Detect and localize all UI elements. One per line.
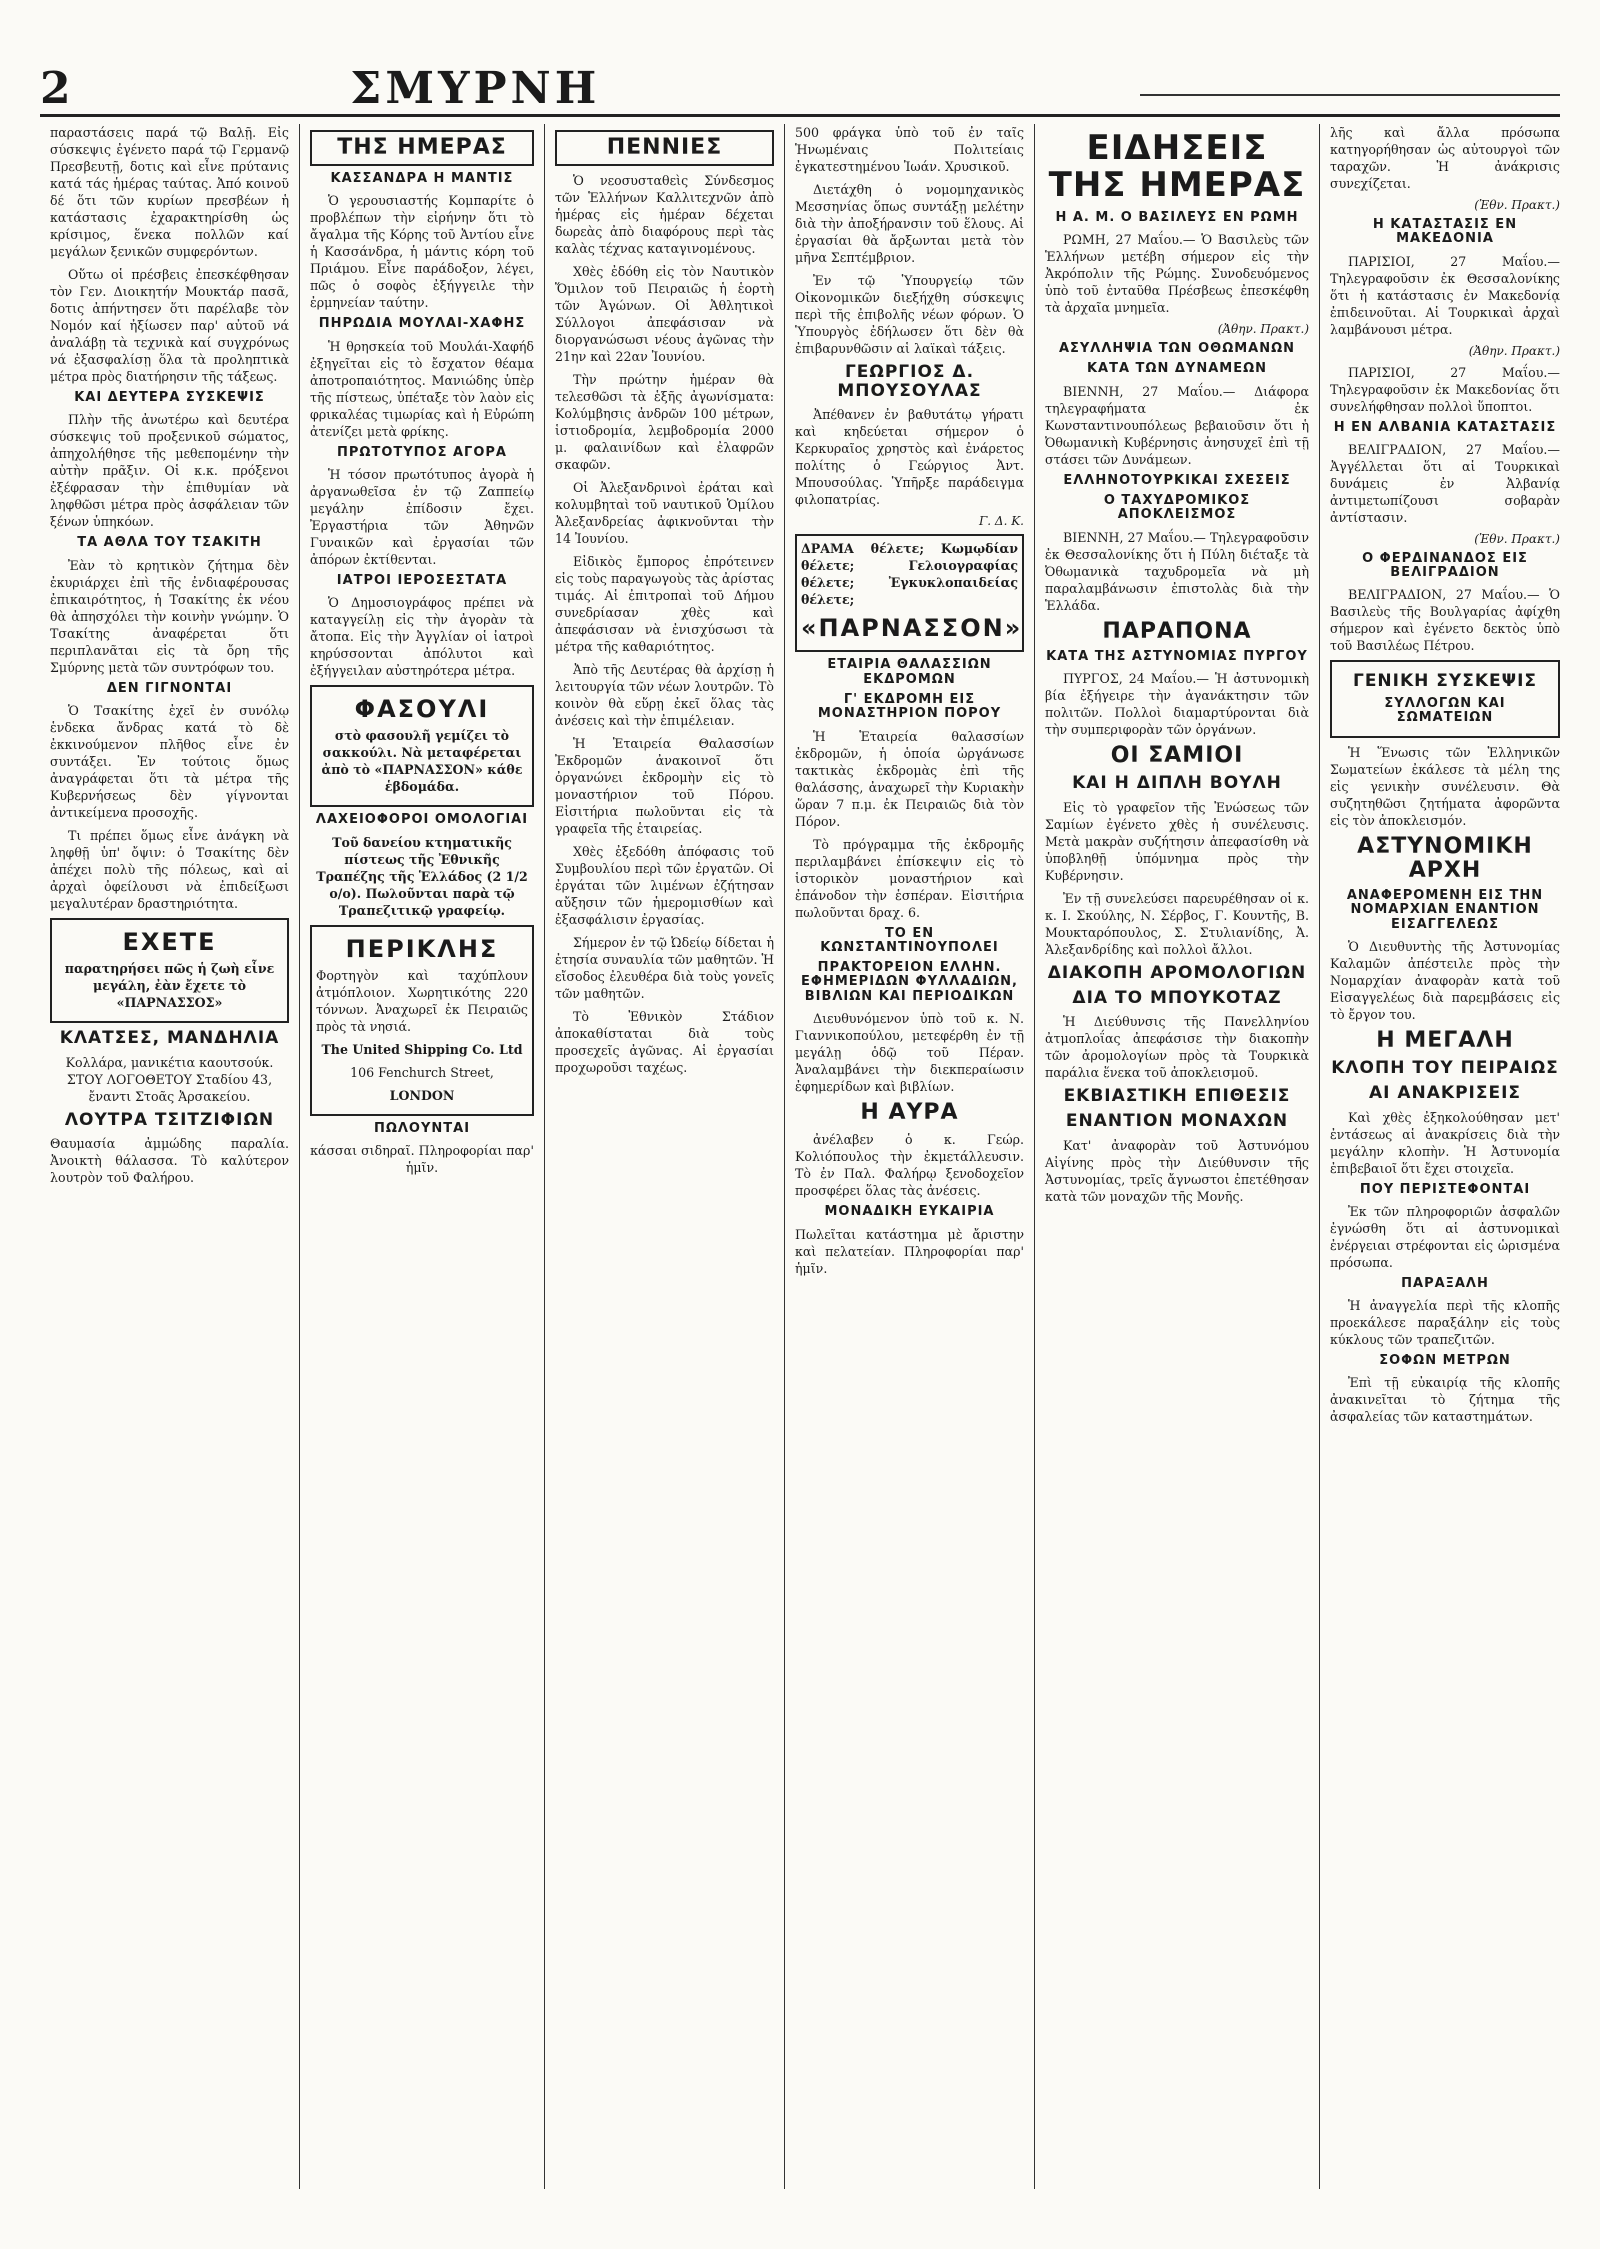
section-subheading: Ο ΤΑΧΥΔΡΟΜΙΚΟΣ ΑΠΟΚΛΕΙΣΜΟΣ bbox=[1103, 492, 1251, 523]
article-paragraph: ΒΙΕΝΝΗ, 27 Μαΐου.— Διάφορα τηλεγραφήματα ἐκ Κωνσταντινουπόλεως βεβαιοῦσιν ὅτι ἡ Ὀθωμανικὴ Κυβέρνησις ἀνησυχεῖ ἐπὶ τῇ στάσει τῶν Δυνάμεων. bbox=[1045, 383, 1309, 467]
section-heading: ΛΑΧΕΙΟΦΟΡΟΙ ΟΜΟΛΟΓΙΑΙ bbox=[315, 812, 529, 828]
article-paragraph: Ἡ ἀναγγελία περὶ τῆς κλοπῆς προεκάλεσε παραξάλην εἰς τοὺς κύκλους τῶν τραπεζιτῶν. bbox=[1330, 1298, 1560, 1348]
section-heading: ΤΑ ΑΘΛΑ ΤΟΥ ΤΣΑΚΙΤΗ bbox=[77, 535, 262, 551]
section-heading: ΔΙΑΚΟΠΗ ΑΡΟΜΟΛΟΓΙΩΝ bbox=[1047, 962, 1307, 983]
article-paragraph: Καὶ χθὲς ἐξηκολούθησαν μετ' ἐντάσεως αἱ ἀνακρίσεις διὰ τὴν μεγάλην κλοπὴν. Ἡ Ἀστυνομία ἐπιβεβαιοῖ ὅτι ἔχει στοιχεῖα. bbox=[1330, 1109, 1560, 1176]
page-number: 2 bbox=[40, 63, 71, 114]
article-paragraph: ΠΥΡΓΟΣ, 24 Μαΐου.— Ἡ ἀστυνομικὴ βία ἐξήγειρε τὴν ἀγανάκτησιν τῶν πολιτῶν. Πολλοὶ διαμαρτύρονται διὰ τὴν συμπεριφορὰν τῶν ὀργάνων. bbox=[1045, 671, 1309, 738]
article-paragraph: Πλὴν τῆς ἀνωτέρω καὶ δευτέρα σύσκεψις τοῦ προξενικοῦ σώματος, ἀπηχολήθησε τῆς μεθεπομένην τὴν αὐτὴν πρᾶξιν. Οἱ κ.κ. πρόξενοι ἐξέφρασαν τὴν ἐπιθυμίαν νὰ ληφθῶσι μέτρα πρὸς ἀσφάλειαν τῶν ξένων ὑπηκόων. bbox=[50, 412, 289, 530]
section-heading: Η Α. Μ. Ο ΒΑΣΙΛΕΥΣ ΕΝ ΡΩΜΗ bbox=[1055, 209, 1299, 225]
boxed-section bbox=[1330, 660, 1560, 737]
ad-title: ΕΧΕΤΕ bbox=[122, 927, 217, 956]
section-heading: ΠΑΡΑΞΑΛΗ bbox=[1401, 1275, 1489, 1291]
article-paragraph: Ἀπὸ τῆς Δευτέρας θὰ ἀρχίσῃ ἡ λειτουργία τῶν νέων λουτρῶν. Τὸ κοινὸν θὰ εὕρῃ ἐκεῖ ὅλας τὰς ἀνέσεις καὶ τὴν ἐπιμέλειαν. bbox=[555, 662, 774, 729]
article-paragraph: Ἡ Διεύθυνσις τῆς Πανελληνίου ἀτμοπλοΐας ἀπεφάσισε τὴν διακοπὴν τῶν ἀρομολογίων πρὸς τὰ Τουρκικὰ παράλια ἕνεκα τοῦ ἀποκλεισμοῦ. bbox=[1045, 1014, 1309, 1081]
section-heading: Η ΕΝ ΑΛΒΑΝΙΑ ΚΑΤΑΣΤΑΣΙΣ bbox=[1333, 419, 1557, 435]
advertisement bbox=[795, 534, 1024, 652]
ad-heading: ΚΛΑΤΣΕΣ, ΜΑΝΔΗΛΙΑ bbox=[59, 1027, 280, 1048]
article-paragraph: 500 φράγκα ὑπὸ τοῦ ἐν ταῖς Ἡνωμέναις Πολιτείαις ἐγκατεστημένου Ἰωάν. Χρυσικοῦ. bbox=[795, 125, 1024, 174]
article-paragraph: Εἰς τὸ γραφεῖον τῆς Ἐνώσεως τῶν Σαμίων ἐγένετο χθὲς ἡ συνέλευσις. Μετὰ μακρὰν συζήτησιν ἀπεφασίσθη νὰ ὑποβληθῇ ὑπόμνημα πρὸς τὴν Κυβέρνησιν. bbox=[1045, 799, 1309, 883]
section-subheading: ΠΡΑΚΤΟΡΕΙΟΝ ΕΛΛΗΝ. ΕΦΗΜΕΡΙΔΩΝ ΦΥΛΛΑΔΙΩΝ, ΒΙΒΛΙΩΝ ΚΑΙ ΠΕΡΙΟΔΙΚΩΝ bbox=[801, 960, 1018, 1004]
article-paragraph: Ὁ νεοσυσταθεὶς Σύνδεσμος τῶν Ἑλλήνων Καλλιτεχνῶν ἀπὸ ἡμέρας εἰς ἡμέραν δέχεται δωρεὰς ἀπὸ διαφόρους περὶ τὰς καλὰς τέχνας καταγινομένους. bbox=[555, 173, 774, 257]
article-paragraph: παραστάσεις παρά τῷ Βαλῇ. Εἰς σύσκεψις ἐγένετο παρά τῷ Γερμανῷ Πρεσβευτῇ, δοτις καὶ εἶνε πρύτανις κατά τάς ἡμέρας ταύτας. Ἀπό κοινοῦ δέ ὅτι τῶν κυρίων πρεσβέων ἡ κατάστασις ἐχαρακτηρίσθη ὡς κρίσιμος, ἕνεκα πολλῶν καί μεγάλων ξενικῶν συμφερόντων. bbox=[50, 125, 289, 259]
column-6 bbox=[1320, 124, 1570, 2189]
article-paragraph: Ἐκ τῶν πληροφοριῶν ἀσφαλῶν ἐγνώσθη ὅτι αἱ ἀστυνομικαὶ ἐνέργειαι στρέφονται εἰς ὡρισμένα πρόσωπα. bbox=[1330, 1203, 1560, 1270]
section-heading: Η ΑΥΡΑ bbox=[860, 1100, 959, 1126]
article-paragraph: Ὁ γερουσιαστής Κομπαρίτε ὁ προβλέπων τὴν εἰρήνην ὅτι τὸ ἄγαλμα τῆς Κόρης τοῦ Ἀντίου εἶνε ἡ Κασσάνδρα, ἡ μάντις κόρη τοῦ Πριάμου. Εἶνε παράδοξον, λέγει, πῶς ὁ σοφὸς ἐξήγγειλε τὴν ἐρμηνείαν ταύτην. bbox=[310, 193, 534, 311]
article-paragraph: ΡΩΜΗ, 27 Μαΐου.— Ὁ Βασιλεὺς τῶν Ἑλλήνων μετέβη σήμερον εἰς τὴν Ἀκρόπολιν τῆς Ρώμης. Συνοδευόμενος ὑπὸ τοῦ ἐνταῦθα Πρέσβεως ἐπεσκέφθη τὰ ἀρχαῖα μνημεῖα. bbox=[1045, 232, 1309, 316]
section-subheading: ΣΥΛΛΟΓΩΝ ΚΑΙ ΣΩΜΑΤΕΙΩΝ bbox=[1384, 696, 1506, 726]
section-heading: ΠΩΛΟΥΝΤΑΙ bbox=[373, 1120, 471, 1136]
column-banner: ΠΕΝΝΙΕΣ bbox=[555, 130, 774, 166]
section-heading: ΕΛΛΗΝΟΤΟΥΡΚΙΚΑΙ ΣΧΕΣΕΙΣ bbox=[1063, 472, 1291, 488]
ad-title: ΠΕΡΙΚΛΗΣ bbox=[345, 934, 499, 963]
advertisement bbox=[310, 925, 534, 1116]
article-paragraph: Ἐπὶ τῇ εὐκαιρίᾳ τῆς κλοπῆς ἀνακινεῖται τὸ ζήτημα τῆς ἀσφαλείας τῶν καταστημάτων. bbox=[1330, 1375, 1560, 1425]
section-heading: ΚΑΙ ΔΕΥΤΕΡΑ ΣΥΣΚΕΨΙΣ bbox=[74, 390, 265, 405]
section-heading: ΠΟΥ ΠΕΡΙΣΤΕΦΟΝΤΑΙ bbox=[1359, 1181, 1531, 1197]
section-heading: ΠΡΩΤΟΤΥΠΟΣ ΑΓΟΡΑ bbox=[337, 444, 507, 460]
article-paragraph: ἀνέλαβεν ὁ κ. Γεώρ. Κολιόπουλος τὴν ἐκμετάλλευσιν. Τὸ ἐν Παλ. Φαλήρῳ ξενοδοχεῖον προσφέρει ὅλας τὰς ἀνέσεις. bbox=[795, 1132, 1024, 1199]
section-heading: Η ΜΕΓΑΛΗ bbox=[1376, 1028, 1514, 1054]
section-heading: ΔΕΝ ΓΙΓΝΟΝΤΑΙ bbox=[106, 680, 233, 696]
section-heading: ΕΚΒΙΑΣΤΙΚΗ ΕΠΙΘΕΣΙΣ bbox=[1063, 1086, 1291, 1107]
ad-text: Φορτηγὸν καὶ ταχύπλουν ἀτμόπλοιον. Χωρητικότης 220 τόννων. Ἀναχωρεῖ ἐκ Πειραιῶς πρὸς τὰ νησιά. bbox=[316, 967, 528, 1034]
ad-title: «ΠΑΡΝΑΣΣΟΝ» bbox=[801, 614, 1023, 643]
column-2 bbox=[300, 124, 545, 2189]
section-heading: Ο ΦΕΡΔΙΝΑΝΔΟΣ ΕΙΣ ΒΕΛΙΓΡΑΔΙΟΝ bbox=[1362, 550, 1528, 581]
author-initials: Γ. Δ. Κ. bbox=[978, 514, 1024, 529]
advertisement bbox=[50, 918, 289, 1023]
masthead-title: ΣΜΥΡΝΗ bbox=[350, 63, 601, 114]
article-paragraph: Χθὲς ἐξεδόθη ἀπόφασις τοῦ Συμβουλίου περὶ τῶν ἐργατῶν. Οἱ ἐργάται τῶν λιμένων ἐζήτησαν αὔξησιν τῶν ἡμερομισθίων καὶ ἐξασφάλισιν ἐργασίας. bbox=[555, 844, 774, 928]
article-paragraph: Εἰδικὸς ἔμπορος ἐπρότεινεν εἰς τοὺς παραγωγοὺς τὰς ἀρίστας τιμάς. Αἱ ἐπιτροπαὶ τοῦ Δήμου συνεδρίασαν χθὲς καὶ ἀπεφάσισαν νὰ ἐνισχύσωσι τὰ μέτρα τῆς καθαριότητος. bbox=[555, 554, 774, 655]
ad-address: 106 Fenchurch Street, bbox=[350, 1064, 494, 1080]
section-subheading: ΚΑΤΑ ΤΩΝ ΔΥΝΑΜΕΩΝ bbox=[1086, 361, 1268, 377]
ad-title: ΦΑΣΟΥΛΙ bbox=[354, 695, 490, 724]
section-subheading: Γ' ΕΚΔΡΟΜΗ ΕΙΣ ΜΟΝΑΣΤΗΡΙΟΝ ΠΟΡΟΥ bbox=[817, 691, 1002, 722]
article-paragraph: ΠΑΡΙΣΙΟΙ, 27 Μαΐου.— Τηλεγραφοῦσιν ἐκ Θεσσαλονίκης ὅτι ἡ κατάστασις ἐν Μακεδονίᾳ ἐπιδεινοῦται. Αἱ Τουρκικαὶ ἀρχαὶ λαμβάνουσι μέτρα. bbox=[1330, 253, 1560, 337]
section-subheading: ΚΛΟΠΗ ΤΟΥ ΠΕΙΡΑΙΩΣ bbox=[1331, 1058, 1559, 1079]
column-banner: ΕΙΔΗΣΕΙΣ ΤΗΣ ΗΜΕΡΑΣ bbox=[1048, 128, 1306, 206]
column-5 bbox=[1035, 124, 1320, 2189]
ad-text: Κολλάρα, μανικέτια καουτσούκ. ΣΤΟΥ ΛΟΓΟΘΕΤΟΥ Σταδίου 43, ἔναντι Στοᾶς Ἀρσακείου. bbox=[65, 1054, 274, 1104]
columns bbox=[40, 124, 1570, 2189]
article-paragraph: Τὴν πρώτην ἡμέραν θὰ τελεσθῶσι τὰ ἑξῆς ἀγωνίσματα: Κολύμβησις ἀνδρῶν 100 μέτρων, ἱστιοδρομία, λεμβοδρομία 2000 μ. φαλαινίδων καὶ ἐλαφρῶν σκαφῶν. bbox=[555, 372, 774, 473]
section-heading: ΟΙ ΣΑΜΙΟΙ bbox=[1110, 743, 1244, 769]
article-paragraph: Τι πρέπει ὅμως εἶνε ἀνάγκη νὰ ληφθῇ ὑπ' ὄψιν: ὁ Τσακίτης δὲν ἀπέχει πολὺ τῆς πόλεως, καὶ αἱ ἀρχαὶ ὀφείλουσι νὰ ἐπιδείξωσι μεγαλυτέραν δραστηριότητα. bbox=[50, 827, 289, 911]
section-subheading: ΚΑΙ Η ΔΙΠΛΗ ΒΟΥΛΗ bbox=[1072, 773, 1282, 794]
column-banner: ΤΗΣ ΗΜΕΡΑΣ bbox=[310, 130, 534, 166]
column-4 bbox=[785, 124, 1035, 2189]
section-subheading: ΑΙ ΑΝΑΚΡΙΣΕΙΣ bbox=[1368, 1082, 1522, 1103]
article-paragraph: Διετάχθη ὁ νομομηχανικὸς Μεσσηνίας ὅπως συντάξῃ μελέτην διὰ τὴν ἀποξήρανσιν τοῦ ἕλους. Αἱ ἐργασίαι θὰ ἄρξωνται μετὰ τὸν μῆνα Σεπτέμβριον. bbox=[795, 182, 1024, 265]
article-paragraph: Ἡ θρησκεία τοῦ Μουλάι-Χαφήδ ἐξηγεῖται εἰς τὸ ἔσχατον θέαμα ἀποτροπαιότητος. Μανιώδης ὑπὲρ τῆς πίστεως, ὑπέταξε τὸν λαὸν εἰς φρικαλέας τιμωρίας καὶ ἡ Εὐρώπη ἀτενίζει μετὰ φρίκης. bbox=[310, 338, 534, 439]
section-heading: ΙΑΤΡΟΙ ΙΕΡΟΣΕΣΤΑΤΑ bbox=[336, 573, 508, 589]
article-paragraph: Ὁ Τσακίτης ἐχεῖ ἐν συνόλῳ ἑνδεκα ἄνδρας κατά τὸ δὲ ἐκκινούμενον πλῆθος εἶνε ἐν συντάξει. Ἐν τούτοις ὅμως ἀναγράφεται ὅτι τὰ μέτρα τῆς Κυβερνήσεως δὲν γίγνονται ἀντικείμενα προσοχῆς. bbox=[50, 702, 289, 820]
section-heading: ΚΑΣΣΑΝΔΡΑ Η ΜΑΝΤΙΣ bbox=[330, 171, 514, 187]
article-paragraph: Κατ' ἀναφορὰν τοῦ Ἀστυνόμου Αἰγίνης πρὸς τὴν Διεύθυνσιν τῆς Ἀστυνομίας, τρεῖς ἄγνωστοι ἐπετέθησαν κατὰ τῶν μοναχῶν τῆς Μονῆς. bbox=[1045, 1137, 1309, 1204]
article-paragraph: Πωλεῖται κατάστημα μὲ ἄριστην καὶ πελατείαν. Πληροφορίαι παρ' ἡμῖν. bbox=[795, 1226, 1024, 1276]
article-paragraph: Τοῦ δανείου κτηματικῆς πίστεως τῆς Ἐθνικῆς Τραπέζης τῆς Ἑλλάδος (2 1/2 ο/ο). Πωλοῦνται παρὰ τῷ Τραπεζιτικῷ γραφείῳ. bbox=[316, 834, 528, 918]
article-paragraph: Χθὲς ἐδόθη εἰς τὸν Ναυτικὸν Ὅμιλον τοῦ Πειραιῶς ἡ ἑορτὴ τῶν Ἀγώνων. Οἱ Ἀθλητικοὶ Σύλλογοι ἀπεφάσισαν νὰ διοργανώσωσι νέους ἀγῶνας τὴν 21ην καὶ 22αν Ἰουνίου. bbox=[555, 264, 774, 365]
section-heading: ΠΑΡΑΠΟΝΑ bbox=[1102, 618, 1252, 644]
section-heading: ΜΟΝΑΔΙΚΗ ΕΥΚΑΙΡΙΑ bbox=[824, 1204, 995, 1220]
advertisement bbox=[310, 685, 534, 807]
article-paragraph: Ἐν τῇ συνελεύσει παρευρέθησαν οἱ κ. κ. Ι. Σκούλης, Ν. Σέρβος, Γ. Κουντῆς, Β. Μουκταρόπουλος, Σ. Στυλιανίδης, Ἀ. Ἀλεξανδρίδης καὶ πολλοὶ ἄλλοι. bbox=[1045, 890, 1309, 957]
article-paragraph: Ἐὰν τὸ κρητικὸν ζήτημα δὲν ἐκυριάρχει ἐπὶ τῆς ἐνδιαφέρουσας ἐπικαιρότητος, ἡ Τσακίτης ἐκ νέου θὰ ἀπησχόλει τὴν κοινὴν γνώμην. Ὁ Τσακίτης ἀναφέρεται ὅτι περιπλανᾶται εἰς τὰ ὄρη τῆς Σμύρνης μετὰ τῶν συντρόφων του. bbox=[50, 557, 289, 675]
article-paragraph: Ἡ Ἑταιρεία θαλασσίων ἐκδρομῶν, ἡ ὁποία ὠργάνωσε τακτικὰς ἐκδρομὰς ἐπὶ τῆς θαλάσσης, ἀναχωρεῖ τὴν Κυριακὴν ὥραν 7 π.μ. ἐκ Πειραιῶς διὰ τὸν Πόρον. bbox=[795, 728, 1024, 829]
column-3 bbox=[545, 124, 785, 2189]
ad-text: παρατηρήσει πῶς ἡ ζωὴ εἶνε μεγάλη, ἐὰν ἔχετε τὸ «ΠΑΡΝΑΣΣΟΣ» bbox=[64, 960, 275, 1010]
section-subheading: ΕΝΑΝΤΙΟΝ ΜΟΝΑΧΩΝ bbox=[1065, 1110, 1289, 1131]
article-paragraph: Ἡ τόσον πρωτότυπος ἀγορὰ ἡ ἀργανωθεῖσα ἐν τῷ Ζαππείῳ μεγάλην ἐπίδοσιν ἔχει. Ἐργαστήρια τῶν Ἀθηνῶν Γυναικῶν καὶ ἐργασίαι τῶν ἀπόρων ἐκτίθενται. bbox=[310, 467, 534, 568]
masthead bbox=[40, 50, 1560, 117]
article-paragraph: λῆς καὶ ἄλλα πρόσωπα κατηγορήθησαν ὡς αὐτουργοὶ τῶν ταραχῶν. Ἡ ἀνάκρισις συνεχίζεται. bbox=[1330, 125, 1560, 191]
section-heading: ΓΕΝΙΚΗ ΣΥΣΚΕΨΙΣ bbox=[1352, 671, 1538, 692]
article-paragraph: Τὸ πρόγραμμα τῆς ἐκδρομῆς περιλαμβάνει ἐπίσκεψιν εἰς τὸ ἱστορικὸν μοναστήριον καὶ ἐπάνοδον τὴν ἑσπέραν. Εἰσιτήρια πωλοῦνται δραχ. 6. bbox=[795, 836, 1024, 920]
section-heading: ΓΕΩΡΓΙΟΣ Δ. ΜΠΟΥΣΟΥΛΑΣ bbox=[837, 362, 982, 401]
article-paragraph: ΠΑΡΙΣΙΟΙ, 27 Μαΐου.— Τηλεγραφοῦσιν ἐκ Μακεδονίας ὅτι συνελήφθησαν πολλοὶ ὕποπτοι. bbox=[1330, 364, 1560, 414]
article-paragraph: Σήμερον ἐν τῷ Ὠδείῳ δίδεται ἡ ἐτησία συναυλία τῶν μαθητῶν. Ἡ εἴσοδος ἐλευθέρα διὰ τοὺς γονεῖς τῶν μαθητῶν. bbox=[555, 935, 774, 1002]
section-subheading: ΑΝΑΦΕΡΟΜΕΝΗ ΕΙΣ ΤΗΝ ΝΟΜΑΡΧΙΑΝ ΕΝΑΝΤΙΟΝ ΕΙΣΑΓΓΕΛΕΩΣ bbox=[1346, 888, 1544, 932]
ad-address: The United Shipping Co. Ltd bbox=[321, 1041, 523, 1057]
article-paragraph: Οἱ Ἀλεξανδρινοὶ ἐράται καὶ κολυμβηταὶ τοῦ ναυτικοῦ Ὁμίλου Ἀλεξανδρείας ἀφικνοῦνται τὴν 14 Ἰουνίου. bbox=[555, 480, 774, 547]
article-paragraph: Ἀπέθανεν ἐν βαθυτάτῳ γήρατι καὶ κηδεύεται σήμερον ὁ Κερκυραῖος χρηστὸς καὶ ἐνάρετος πολίτης ὁ Γεώργιος Ἀντ. Μπουσούλας. Ὑπῆρξε παράδειγμα φιλοπατρίας. bbox=[795, 407, 1024, 508]
masthead-rule bbox=[1140, 94, 1560, 96]
article-paragraph: Τὸ Ἐθνικὸν Στάδιον ἀποκαθίσταται διὰ τοὺς προσεχεῖς ἀγῶνας. Αἱ ἐργασίαι προχωροῦσι ταχέως. bbox=[555, 1009, 774, 1076]
section-subheading: ΚΑΤΑ ΤΗΣ ΑΣΤΥΝΟΜΙΑΣ ΠΥΡΓΟΥ bbox=[1046, 648, 1308, 664]
article-paragraph: Ἐν τῷ Ὑπουργείῳ τῶν Οἰκονομικῶν διεξήχθη σύσκεψις περὶ τῆς ἐπιβολῆς νέων φόρων. Ὁ Ὑπουργὸς ἐδήλωσεν ὅτι δὲν θὰ ἐπιβαρυνθῶσιν αἱ λαϊκαὶ τάξεις. bbox=[795, 273, 1024, 356]
section-subheading: ΔΙΑ ΤΟ ΜΠΟΥΚΟΤΑΖ bbox=[1072, 987, 1282, 1008]
source-credit: (Ἀθην. Πρακτ.) bbox=[1217, 322, 1309, 337]
ad-text: κάσσαι σιδηραῖ. Πληροφορίαι παρ' ἡμῖν. bbox=[310, 1142, 534, 1175]
ad-text: στὸ φασουλῆ γεμίζει τὸ σακκούλι. Νὰ μεταφέρεται ἀπὸ τὸ «ΠΑΡΝΑΣΣΟΝ» κάθε ἑβδομάδα. bbox=[321, 728, 523, 795]
section-heading: Η ΚΑΤΑΣΤΑΣΙΣ ΕΝ ΜΑΚΕΔΟΝΙΑ bbox=[1372, 217, 1518, 247]
article-paragraph: Διευθυνόμενον ὑπὸ τοῦ κ. Ν. Γιαννικοπούλου, μετεφέρθη ἐν τῇ μεγάλῃ ὁδῷ τοῦ Πέραν. Ἀναλαμβάνει τὴν διεκπεραίωσιν ἐφημερίδων καὶ βιβλίων. bbox=[795, 1011, 1024, 1095]
section-heading: ΠΗΡΩΔΙΑ ΜΟΥΛΑΙ-ΧΑΦΗΣ bbox=[318, 316, 526, 332]
article-paragraph: Ἡ Ἑταιρεία Θαλασσίων Ἐκδρομῶν ἀνακοινοῖ ὅτι ὀργανώνει ἐκδρομὴν εἰς τὸ μοναστήριον τοῦ Πόρου. Εἰσιτήρια πωλοῦνται εἰς τὰ γραφεῖα τῆς ἑταιρείας. bbox=[555, 736, 774, 837]
section-heading: ΣΟΦΩΝ ΜΕΤΡΩΝ bbox=[1379, 1353, 1511, 1369]
ad-text: Θαυμασία ἀμμώδης παραλία. Ἀνοικτὴ θάλασσα. Τὸ καλύτερον λουτρὸν τοῦ Φαλήρου. bbox=[50, 1136, 289, 1186]
ad-address: LONDON bbox=[389, 1087, 455, 1103]
section-heading: ΑΣΥΛΛΗΨΙΑ ΤΩΝ ΟΘΩΜΑΝΩΝ bbox=[1058, 341, 1296, 357]
article-paragraph: ΒΕΛΙΓΡΑΔΙΟΝ, 27 Μαΐου.— Ἀγγέλλεται ὅτι αἱ Τουρκικαὶ δυνάμεις ἐν Ἀλβανίᾳ ἀντιμετωπίζουσι σοβαρὰν ἀντίστασιν. bbox=[1330, 441, 1560, 525]
section-heading: ΕΤΑΙΡΙΑ ΘΑΛΑΣΣΙΩΝ ΕΚΔΡΟΜΩΝ bbox=[827, 657, 992, 687]
section-heading: ΑΣΤΥΝΟΜΙΚΗ ΑΡΧΗ bbox=[1357, 833, 1533, 883]
article-paragraph: Ἡ Ἕνωσις τῶν Ἑλληνικῶν Σωματείων ἐκάλεσε τὰ μέλη της εἰς γενικὴν συνέλευσιν. Θὰ συζητηθῶσι ζητήματα ἀφορῶντα εἰς τὸν ἀποκλεισμόν. bbox=[1330, 744, 1560, 828]
article-paragraph: ΒΙΕΝΝΗ, 27 Μαΐου.— Τηλεγραφοῦσιν ἐκ Θεσσαλονίκης ὅτι ἡ Πύλη διέταξε τὰ Ὀθωμανικὰ ταχυδρομεῖα νὰ μὴ παραλαμβάνωσιν ἐπιστολὰς διὰ τὴν Ἑλλάδα. bbox=[1045, 529, 1309, 613]
source-credit: (Ἀθην. Πρακτ.) bbox=[1468, 343, 1560, 358]
source-credit: (Ἐθν. Πρακτ.) bbox=[1474, 198, 1560, 212]
article-paragraph: Ὁ Δημοσιογράφος πρέπει νὰ καταγγείλῃ εἰς τὴν ἀγορὰν τὰ ἄτοπα. Εἰς τὴν Ἀγγλίαν οἱ ἰατροὶ κηρύσσονται ἀπόλυτοι καὶ ἐξήγγειλαν αὐστηρότερα μέτρα. bbox=[310, 595, 534, 679]
source-credit: (Ἐθν. Πρακτ.) bbox=[1474, 531, 1560, 546]
article-paragraph: Ὁ Διευθυντὴς τῆς Ἀστυνομίας Καλαμῶν ἀπέστειλε πρὸς τὴν Νομαρχίαν ἀναφορὰν κατὰ τοῦ Εἰσαγγελέως διὰ παρεμβάσεις εἰς τὸ ἔργον του. bbox=[1330, 939, 1560, 1023]
column-1 bbox=[40, 124, 300, 2189]
section-heading: ΤΟ ΕΝ ΚΩΝΣΤΑΝΤΙΝΟΥΠΟΛΕΙ bbox=[820, 925, 999, 955]
article-paragraph: ΒΕΛΙΓΡΑΔΙΟΝ, 27 Μαΐου.— Ὁ Βασιλεὺς τῆς Βουλγαρίας ἀφίχθη σήμερον καὶ ἐγένετο δεκτὸς ὑπὸ τοῦ Βασιλέως Πέτρου. bbox=[1330, 587, 1560, 654]
article-paragraph: Οὕτω οἱ πρέσβεις ἐπεσκέφθησαν τὸν Γεν. Διοικητήν Μουκτάρ πασᾶ, δοτις ἀπήντησεν ὅτι παρέλαβε τὸν Νομόν καί ἠξίωσεν παρ' αὐτοῦ νά ἀναλάβῃ τὰ τεχνικὰ καί συγχρόνως νά ἐξασφαλίσῃ ὅλα τὰ προληπτικὰ μέτρα πρὸς διατήρησιν τῆς τάξεως. bbox=[50, 267, 289, 384]
ad-text: ΔΡΑΜΑ θέλετε; Κωμῳδίαν θέλετε; Γελοιογραφίας θέλετε; Ἐγκυκλοπαιδείας θέλετε; bbox=[801, 541, 1018, 608]
ad-heading: ΛΟΥΤΡΑ ΤΣΙΤΖΙΦΙΩΝ bbox=[64, 1109, 275, 1130]
